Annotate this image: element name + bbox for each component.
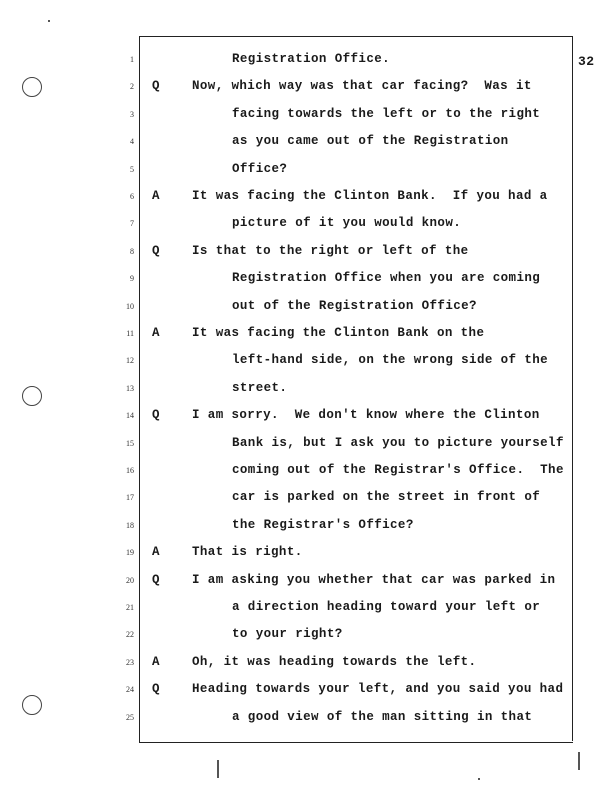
transcript-line	[0, 545, 612, 565]
transcript-line	[0, 655, 612, 675]
speaker-label: Q	[152, 408, 160, 423]
speaker-label: A	[152, 654, 160, 669]
line-number: 11	[126, 329, 134, 338]
line-text: Now, which way was that car facing? Was it	[192, 79, 532, 94]
line-number: 21	[126, 603, 134, 612]
scan-mark	[478, 778, 480, 780]
line-text: picture of it you would know.	[232, 216, 462, 231]
line-text: Heading towards your left, and you said you had	[192, 682, 564, 697]
line-number: 17	[126, 493, 134, 503]
transcript-line	[0, 134, 612, 154]
scan-mark	[48, 20, 50, 22]
line-text: Bank is, but I ask you to picture yourself	[232, 435, 564, 450]
line-text: Registration Office.	[232, 52, 391, 66]
line-text: street.	[232, 380, 288, 395]
line-number: 15	[126, 438, 134, 448]
transcript-line	[0, 710, 612, 730]
line-text: Oh, it was heading towards the left.	[192, 654, 477, 669]
line-number: 6	[130, 192, 134, 201]
transcript-line	[0, 600, 612, 620]
line-number: 7	[130, 219, 134, 229]
transcript-line	[0, 326, 612, 346]
line-number: 5	[130, 164, 134, 174]
line-number: 3	[130, 109, 134, 119]
line-text: a direction heading toward your left or	[232, 600, 541, 614]
line-text: out of the Registration Office?	[232, 298, 477, 313]
speaker-label: A	[152, 545, 160, 560]
speaker-label: Q	[152, 79, 160, 94]
line-text: to your right?	[232, 627, 343, 642]
scan-mark	[578, 752, 580, 770]
line-text: left-hand side, on the wrong side of the	[232, 353, 549, 368]
line-text: It was facing the Clinton Bank on the	[192, 326, 485, 340]
line-number: 14	[126, 411, 134, 421]
line-text: I am asking you whether that car was parked in	[192, 572, 556, 587]
line-number: 2	[130, 82, 134, 92]
transcript-line	[0, 271, 612, 291]
transcript-line	[0, 573, 612, 593]
line-number: 20	[126, 575, 134, 585]
line-number: 24	[126, 685, 134, 695]
speaker-label: A	[152, 326, 160, 340]
line-text: as you came out of the Registration	[232, 134, 509, 149]
line-number: 18	[126, 520, 134, 530]
line-number: 19	[126, 548, 134, 558]
line-number: 25	[126, 712, 134, 722]
line-number: 23	[126, 657, 134, 667]
transcript-line	[0, 244, 612, 264]
line-number: 1	[130, 55, 134, 64]
line-number: 8	[130, 246, 134, 256]
line-text: Registration Office when you are coming	[232, 271, 541, 286]
line-text: a good view of the man sitting in that	[232, 709, 533, 724]
speaker-label: A	[152, 189, 160, 203]
line-text: I am sorry. We don't know where the Clinton	[192, 408, 540, 423]
transcript-line	[0, 436, 612, 456]
transcript-line	[0, 353, 612, 373]
transcript-line	[0, 52, 612, 72]
line-number: 4	[130, 137, 134, 147]
transcript-line	[0, 682, 612, 702]
transcript-line	[0, 463, 612, 483]
line-number: 10	[126, 301, 134, 311]
line-text: facing towards the left or to the right	[232, 106, 541, 121]
transcript-line	[0, 162, 612, 182]
line-text: It was facing the Clinton Bank. If you had a	[192, 189, 548, 203]
line-text: coming out of the Registrar's Office. The	[232, 463, 564, 477]
page-number: 32	[578, 54, 595, 69]
speaker-label: Q	[152, 572, 160, 587]
transcript-line	[0, 189, 612, 209]
line-text: Is that to the right or left of the	[192, 243, 469, 258]
transcript-line	[0, 627, 612, 647]
transcript-line	[0, 299, 612, 319]
transcript-line	[0, 107, 612, 127]
line-text: That is right.	[192, 545, 303, 560]
line-text: Office?	[232, 161, 288, 176]
speaker-label: Q	[152, 682, 160, 697]
transcript-line	[0, 79, 612, 99]
line-text: car is parked on the street in front of	[232, 490, 541, 505]
line-text: the Registrar's Office?	[232, 517, 414, 532]
speaker-label: Q	[152, 243, 160, 258]
line-number: 13	[126, 383, 134, 393]
scan-mark	[217, 760, 219, 778]
line-number: 9	[130, 274, 134, 284]
transcript-line	[0, 216, 612, 236]
transcript-line	[0, 381, 612, 401]
transcript-line	[0, 408, 612, 428]
transcript-line	[0, 518, 612, 538]
transcript-line	[0, 490, 612, 510]
line-number: 12	[126, 356, 134, 366]
line-number: 22	[126, 630, 134, 640]
line-number: 16	[126, 466, 134, 475]
